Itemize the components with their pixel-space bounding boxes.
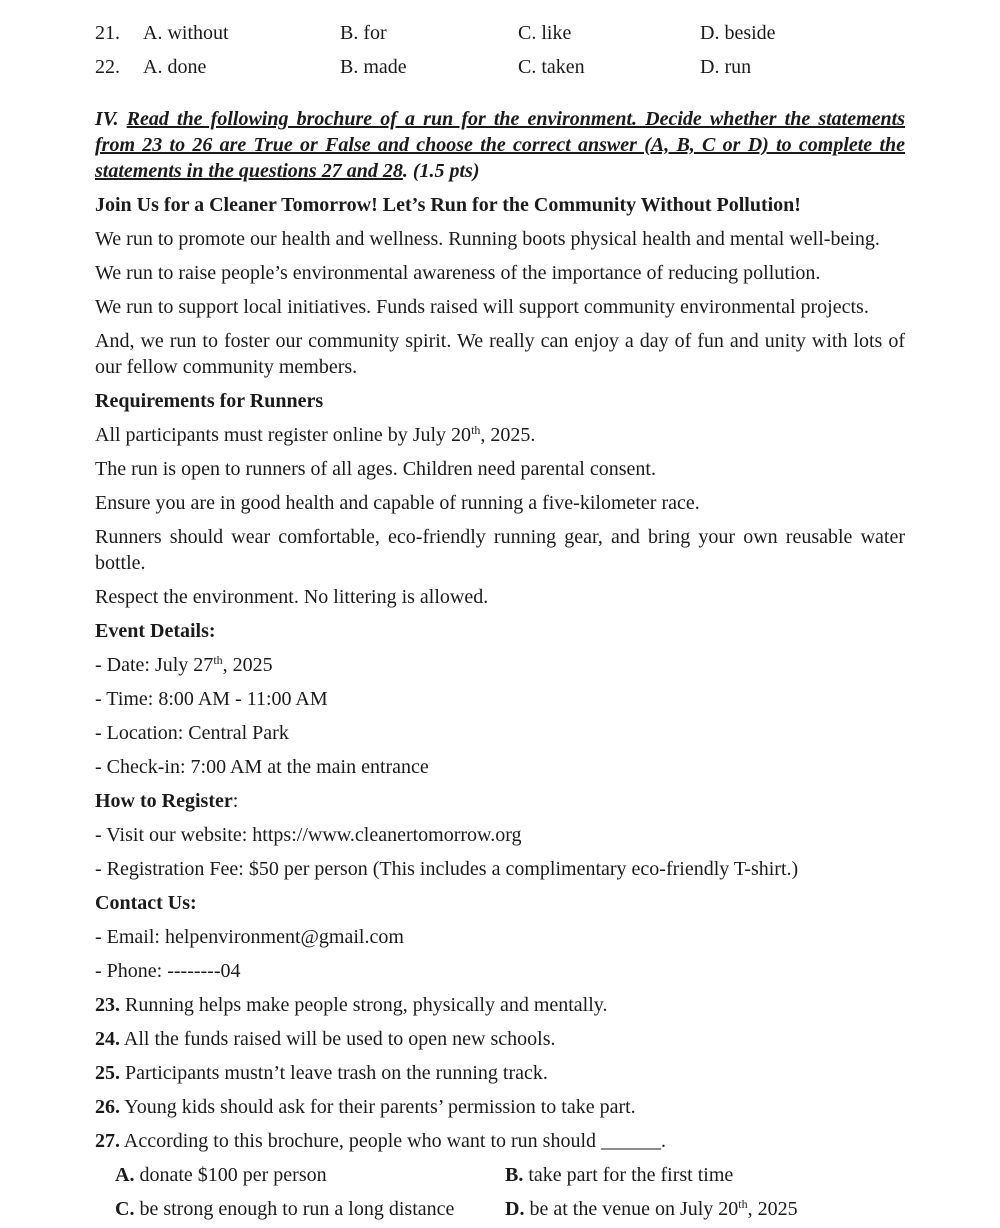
- event-details-heading: Event Details:: [95, 620, 216, 642]
- requirement-open: The run is open to runners of all ages. Children need parental consent.: [95, 458, 656, 480]
- question-number: 25.: [95, 1062, 120, 1084]
- superscript-th: th: [738, 1197, 748, 1211]
- question-number: 26.: [95, 1096, 120, 1118]
- superscript-th: th: [213, 653, 223, 667]
- question-text: All the funds raised will be used to open new schools.: [120, 1028, 556, 1050]
- requirement-health: Ensure you are in good health and capable of running a five-kilometer race.: [95, 492, 700, 514]
- requirement-respect: Respect the environment. No littering is allowed.: [95, 586, 489, 608]
- contact-email: - Email: helpenvironment@gmail.com: [95, 926, 404, 948]
- option-b: [505, 1162, 905, 1188]
- requirement-register: [95, 422, 905, 448]
- section-iv-header: [95, 106, 905, 184]
- question-number: 27.: [95, 1130, 120, 1152]
- question-26: [95, 1094, 905, 1120]
- option-a: [115, 1162, 505, 1188]
- section-points: . (1.5 pts): [402, 160, 480, 182]
- option-a: A. done: [143, 56, 207, 78]
- requirements-heading: Requirements for Runners: [95, 390, 324, 412]
- intro-paragraph: We run to raise people’s environmental awareness of the importance of reducing pollution.: [95, 262, 821, 284]
- register-website: - Visit our website: https://www.cleanertomorrow.org: [95, 824, 522, 846]
- event-checkin: - Check-in: 7:00 AM at the main entrance: [95, 756, 429, 778]
- contact-phone: - Phone: --------04: [95, 960, 241, 982]
- section-number: IV.: [95, 108, 127, 130]
- question-27: [95, 1128, 905, 1154]
- question-27-options-row-1: [95, 1162, 905, 1188]
- requirement-gear: Runners should wear comfortable, eco-friendly running gear, and bring your own reusable water bottle.: [95, 526, 905, 574]
- option-label: C.: [115, 1198, 135, 1220]
- intro-paragraph: We run to promote our health and wellness. Running boots physical health and mental well-being.: [95, 228, 880, 250]
- question-number: 23.: [95, 994, 120, 1016]
- question-text: Young kids should ask for their parents’ permission to take part.: [120, 1096, 636, 1118]
- option-text: donate $100 per person: [134, 1164, 327, 1186]
- how-to-register-colon: :: [232, 790, 239, 812]
- option-c: [115, 1196, 505, 1222]
- how-to-register-title: How to Register: [95, 790, 233, 812]
- question-number: 21.: [95, 22, 120, 44]
- requirement-register-tail: , 2025.: [480, 424, 536, 446]
- option-label: A.: [115, 1164, 135, 1186]
- section-instruction: Read the following brochure of a run for the environment. Decide whether the statements from 23 to 26 are True or False and choose the correct answer (A, B, C or D) to complete the statements in the questions 27 and 28: [95, 108, 906, 182]
- option-d: [505, 1196, 905, 1222]
- question-27-options-row-2: [95, 1196, 905, 1222]
- event-date: [95, 652, 905, 678]
- register-fee: - Registration Fee: $50 per person (This includes a complimentary eco-friendly T-shirt.): [95, 858, 799, 880]
- event-date-text: - Date: July 27: [95, 654, 214, 676]
- question-25: [95, 1060, 905, 1086]
- how-to-register-heading: [95, 788, 905, 814]
- intro-paragraph: And, we run to foster our community spirit. We really can enjoy a day of fun and unity with lots of our fellow community members.: [95, 330, 905, 378]
- question-number: 24.: [95, 1028, 120, 1050]
- question-24: [95, 1026, 905, 1052]
- question-row-22: [95, 54, 905, 80]
- question-23: [95, 992, 905, 1018]
- question-text: According to this brochure, people who want to run should ______.: [120, 1130, 667, 1152]
- event-time: - Time: 8:00 AM - 11:00 AM: [95, 688, 328, 710]
- question-number: 22.: [95, 56, 120, 78]
- intro-paragraph: We run to support local initiatives. Funds raised will support community environmental projects.: [95, 296, 869, 318]
- option-c: C. like: [518, 22, 572, 44]
- option-label: D.: [505, 1198, 525, 1220]
- option-a: A. without: [143, 22, 229, 44]
- superscript-th: th: [471, 423, 481, 437]
- option-b: B. made: [340, 56, 407, 78]
- option-d: D. run: [700, 56, 752, 78]
- brochure-title: Join Us for a Cleaner Tomorrow! Let’s Run for the Community Without Pollution!: [95, 194, 801, 216]
- option-d: D. beside: [700, 22, 776, 44]
- question-row-21: [95, 20, 905, 46]
- option-text-tail: , 2025: [747, 1198, 798, 1220]
- option-text: be strong enough to run a long distance: [134, 1198, 455, 1220]
- question-text: Running helps make people strong, physically and mentally.: [120, 994, 608, 1016]
- event-date-tail: , 2025: [222, 654, 273, 676]
- question-text: Participants mustn’t leave trash on the running track.: [120, 1062, 548, 1084]
- option-text: take part for the first time: [523, 1164, 734, 1186]
- option-b: B. for: [340, 22, 387, 44]
- event-location: - Location: Central Park: [95, 722, 289, 744]
- option-c: C. taken: [518, 56, 585, 78]
- option-label: B.: [505, 1164, 524, 1186]
- option-text: be at the venue on July 20: [524, 1198, 739, 1220]
- requirement-register-text: All participants must register online by July 20: [95, 424, 472, 446]
- contact-heading: Contact Us:: [95, 892, 197, 914]
